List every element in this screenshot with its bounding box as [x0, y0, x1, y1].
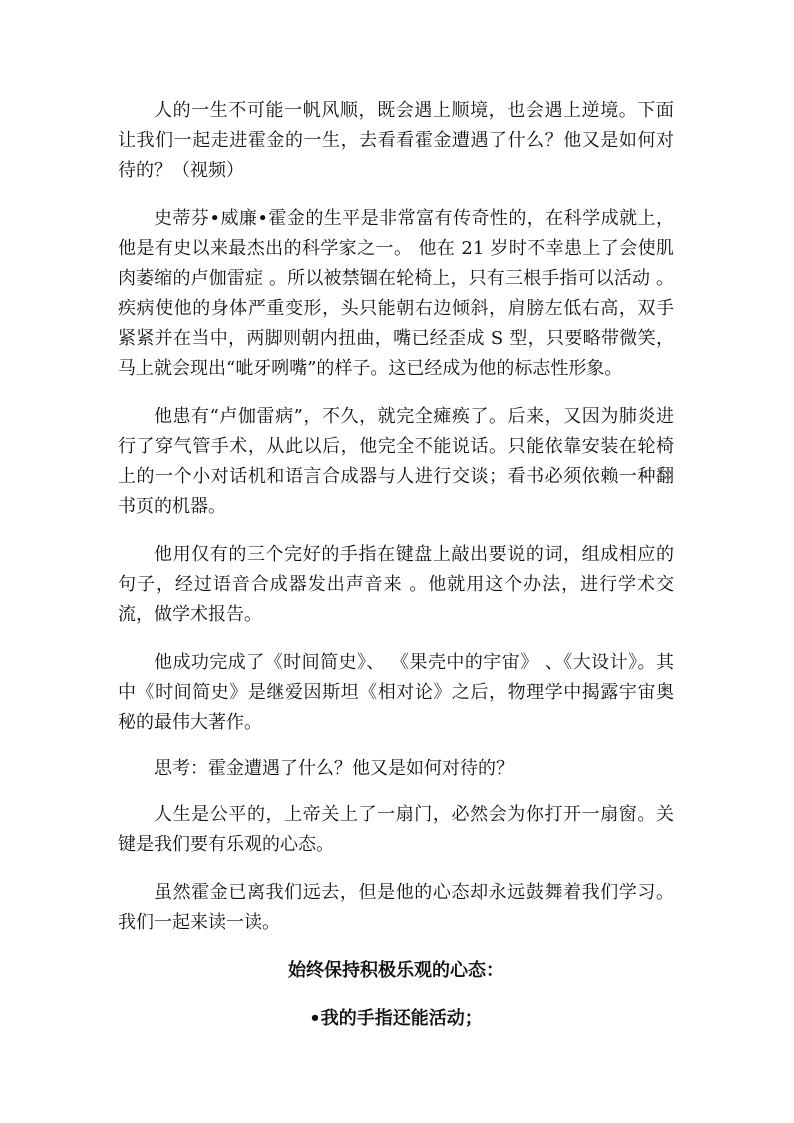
paragraph-fairness: 人生是公平的，上帝关上了一扇门，必然会为你打开一扇窗。关键是我们要有乐观的心态。	[118, 804, 674, 855]
bullet-item: •我的手指还能活动；	[309, 1008, 483, 1029]
paragraph-works: 他成功完成了《时间简史》、 《果壳中的宇宙》 、《大设计》。其中《时间简史》是继爱因斯坦《相对论》之后，物理学中揭露宇宙奥秘的最伟大著作。	[118, 652, 674, 733]
paragraph-intro: 人的一生不可能一帆风顺，既会遇上顺境，也会遇上逆境。下面让我们一起走进霍金的一生，去看看霍金遭遇了什么？他又是如何对待的？（视频）	[118, 100, 674, 181]
section-heading: 始终保持积极乐观的心态：	[288, 960, 504, 981]
paragraph-think: 思考：霍金遭遇了什么？他又是如何对待的？	[154, 758, 514, 779]
paragraph-communication: 他用仅有的三个完好的手指在键盘上敲出要说的词，组成相应的句子，经过语音合成器发出声音来 。他就用这个办法，进行学术交流，做学术报告。	[118, 544, 674, 625]
paragraph-inspire: 虽然霍金已离我们远去，但是他的心态却永远鼓舞着我们学习。我们一起来读一读。	[118, 882, 674, 933]
paragraph-biography: 史蒂芬•威廉•霍金的生平是非常富有传奇性的，在科学成就上，他是有史以来最杰出的科学家之一。 他在 21 岁时不幸患上了会使肌肉萎缩的卢伽雷症 。所以被禁锢在轮椅上，只有三根手指可以活动 。疾病使他的身体严重变形，头只能朝右边倾斜，肩膀左低右高，双手紧紧并在当中，两脚则朝内扭曲，嘴已经歪成 S 型，只要略带微笑，马上就会现出“呲牙咧嘴”的样子。这已经成为他的标志性形象。	[118, 208, 674, 379]
paragraph-illness: 他患有“卢伽雷病”，不久，就完全瘫痪了。后来，又因为肺炎进行了穿气管手术，从此以后，他完全不能说话。只能依靠安装在轮椅上的一个小对话机和语言合成器与人进行交谈；看书必须依赖一种翻书页的机器。	[118, 406, 674, 517]
